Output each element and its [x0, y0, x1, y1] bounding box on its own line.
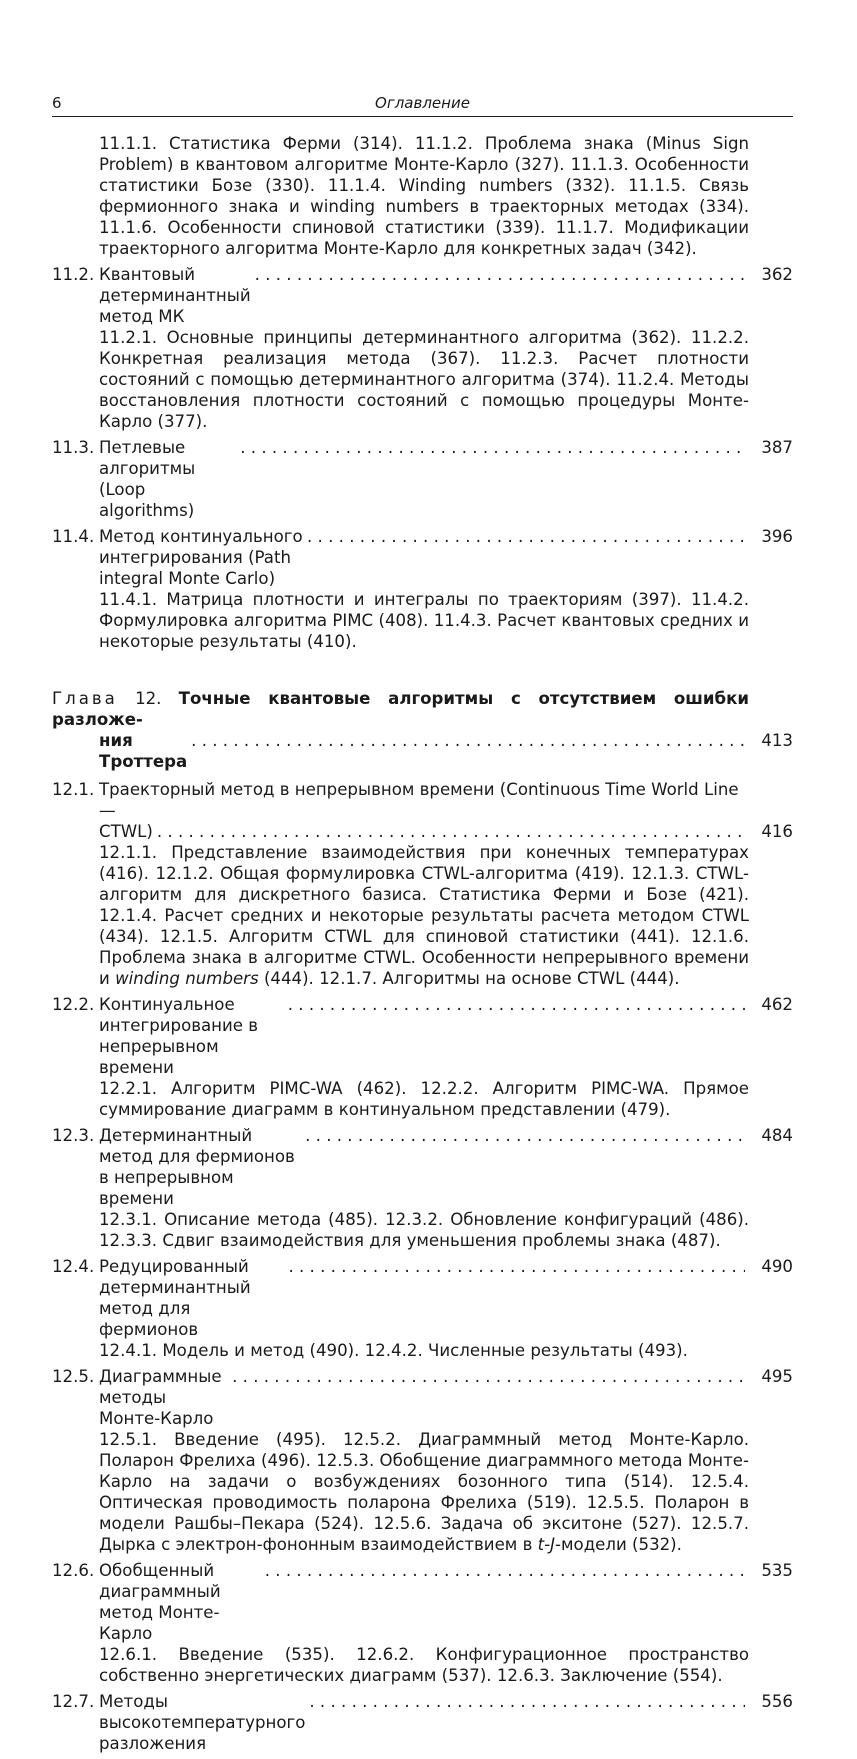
dot-leader — [307, 526, 745, 547]
section-title: Диаграммные методы Монте-Карло — [99, 1367, 222, 1428]
section-number: 12.1. — [52, 780, 95, 799]
toc-entry-12-2 — [52, 994, 793, 1120]
section-title: Континуальное интегрирование в непрерывном времени — [99, 995, 259, 1077]
running-title: Оглавление — [375, 94, 470, 112]
subsection-list: 11.1.1. Статистика Ферми (314). 11.1.2. Проблема знака (Minus Sign Problem) в квантовом алгоритме Монте-Карло (327). 11.1.3. Особенности статистики Бозе (330). 11.1.4. Winding numbers (332). 11.1.5. Связь фермионного знака и winding numbers в траекторных методах (334). 11.1.6. Особенности спиновой статистики (339). 11.1.7. Модификации траекторного алгоритма Монте-Карло для конкретных задач (342). — [99, 134, 749, 258]
page-ref: 387 — [761, 438, 793, 457]
toc-entry-12-5 — [52, 1366, 793, 1555]
subsection-text: 12.1.1. Представление взаимодействия при конечных температурах (416). 12.1.2. Общая формулировка CTWL-алгоритма (419). 12.1.3. CTWL-алгоритм для дискретного базиса. Статистика Ферми и Бозе (421). 12.1.4. Расчет средних и некоторые результаты расчета методом CTWL (434). 12.1.5. Алгоритм CTWL для спиновой статистики (441). 12.1.6. Проблема знака в алгоритме CTWL. Особенности непрерывного времени и — [99, 843, 749, 988]
dot-leader — [191, 730, 745, 751]
toc-entry-12-1 — [52, 779, 793, 989]
page-ref: 396 — [761, 527, 793, 546]
chapter-label: Глава — [52, 689, 118, 708]
dot-leader — [265, 1560, 745, 1581]
emphasis-text: t-J — [537, 1535, 556, 1554]
section-number: 12.3. — [52, 1126, 95, 1145]
section-number: 11.4. — [52, 527, 95, 546]
page-ref: 413 — [761, 731, 793, 750]
subsection-list — [52, 1429, 793, 1555]
running-header — [52, 94, 793, 117]
subsection-list — [52, 842, 793, 989]
chapter-number: 12. — [135, 689, 162, 708]
page-ref: 535 — [761, 1561, 793, 1580]
page-ref: 462 — [761, 995, 793, 1014]
emphasis-text: winding numbers — [115, 969, 259, 988]
dot-leader — [305, 1125, 745, 1146]
dot-leader — [309, 1691, 745, 1712]
section-title: Редуцированный детерминантный метод для фермионов — [99, 1257, 251, 1339]
section-title: Методы высокотемпературного разложения — [99, 1692, 306, 1753]
toc-entry-12-7 — [52, 1691, 793, 1754]
dot-leader — [288, 1256, 745, 1277]
subsection-list: 11.2.1. Основные принципы детерминантного алгоритма (362). 11.2.2. Конкретная реализация метода (367). 11.2.3. Расчет плотности состояний с помощью детерминантного алгоритма (374). 11.2.4. Методы восстановления плотности состояний с помощью процедуры Монте-Карло (377). — [99, 328, 749, 431]
page-ref: 495 — [761, 1367, 793, 1386]
subsection-list: 12.3.1. Описание метода (485). 12.3.2. Обновление конфигураций (486). 12.3.3. Сдвиг взаимодействия для уменьшения проблемы знака (487). — [99, 1210, 749, 1250]
section-number: 12.6. — [52, 1561, 95, 1580]
subsection-text: -модели (532). — [555, 1535, 682, 1554]
section-title: Обобщенный диаграммный метод Монте-Карло — [99, 1561, 221, 1643]
toc-body — [52, 133, 793, 1759]
subsection-list: 11.4.1. Матрица плотности и интегралы по траекториям (397). 11.4.2. Формулировка алгоритма PIMC (408). 11.4.3. Расчет квантовых средних и некоторые результаты (410). — [99, 590, 749, 651]
section-title: Петлевые алгоритмы (Loop algorithms) — [99, 438, 196, 520]
chapter-title: Точные квантовые алгоритмы с отсутствием ошибки разложе- — [52, 689, 750, 729]
subsection-list: 12.4.1. Модель и метод (490). 12.4.2. Численные результаты (493). — [99, 1341, 688, 1360]
toc-entry-11-2 — [52, 264, 793, 432]
page-ref: 416 — [761, 822, 793, 841]
page-ref: 490 — [761, 1257, 793, 1276]
page-ref: 556 — [761, 1692, 793, 1711]
section-title: Траекторный метод в непрерывном времени (Continuous Time World Line — — [99, 780, 739, 820]
section-number: 12.7. — [52, 1692, 95, 1711]
toc-entry-12-6 — [52, 1560, 793, 1686]
section-number: 12.4. — [52, 1257, 95, 1276]
subsection-list: 12.2.1. Алгоритм PIMC-WA (462). 12.2.2. Алгоритм PIMC-WA. Прямое суммирование диаграмм в континуальном представлении (479). — [99, 1079, 749, 1119]
dot-leader — [157, 821, 745, 842]
section-number: 12.2. — [52, 995, 95, 1014]
section-title: Квантовый детерминантный метод МК — [99, 265, 251, 326]
page-number: 6 — [52, 94, 62, 112]
dot-leader — [288, 994, 745, 1015]
subsection-list: 12.6.1. Введение (535). 12.6.2. Конфигурационное пространство собственно энергетических диаграмм (537). 12.6.3. Заключение (554). — [99, 1645, 749, 1685]
dot-leader — [232, 1366, 745, 1387]
subsection-text: (444). 12.1.7. Алгоритмы на основе CTWL (444). — [263, 969, 680, 988]
section-title: Метод континуального интегрирования (Path integral Monte Carlo) — [99, 527, 303, 588]
dot-leader — [240, 437, 745, 458]
toc-entry-11-3 — [52, 437, 793, 521]
section-number: 11.3. — [52, 438, 95, 457]
chapter-title-continued: ния Троттера — [99, 731, 188, 771]
section-number: 11.2. — [52, 265, 95, 284]
section-number: 12.5. — [52, 1367, 95, 1386]
toc-entry-12-4 — [52, 1256, 793, 1361]
dot-leader — [255, 264, 745, 285]
chapter-heading — [52, 688, 793, 772]
page-ref: 362 — [761, 265, 793, 284]
section-title: Детерминантный метод для фермионов в непрерывном времени — [99, 1126, 295, 1208]
toc-continuation — [52, 133, 793, 259]
toc-entry-11-4 — [52, 526, 793, 652]
section-title-continued: CTWL) — [99, 822, 153, 841]
subsection-text: 12.5.1. Введение (495). 12.5.2. Диаграммный метод Монте-Карло. Поларон Фрелиха (496). 12.5.3. Обобщение диаграммного метода Монте-Карло на задачи о возбуждениях бозонного типа (514). 12.5.4. Оптическая проводимость поларона Фрелиха (519). 12.5.5. Поларон в модели Рашбы–Пекара (524). 12.5.6. Задача об экситоне (527). 12.5.7. Дырка с электрон-фононным взаимодействием в — [99, 1430, 749, 1554]
toc-entry-12-3 — [52, 1125, 793, 1251]
page-ref: 484 — [761, 1126, 793, 1145]
